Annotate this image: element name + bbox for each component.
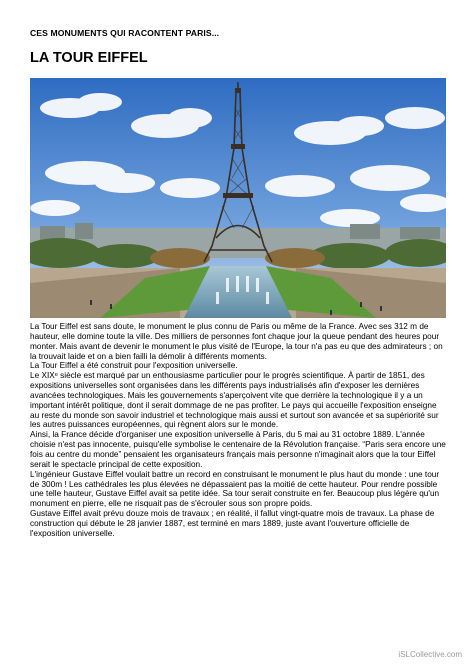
eiffel-tower-illustration xyxy=(30,78,446,318)
eiffel-tower-photo xyxy=(30,78,446,318)
paragraph-construction: La Tour Eiffel a été construit pour l'exposition universelle. xyxy=(30,361,238,371)
page-title: LA TOUR EIFFEL xyxy=(30,50,148,66)
paragraph-works-duration: Gustave Eiffel avait prévu douze mois de travaux ; en réalité, il fallut vingt-quatre mois de travaux. La phase de construction qui débute le 28 janvier 1887, est terminé en mars 1889, juste avant l'ouverture officielle de l'exposition universelle. xyxy=(30,509,435,538)
paragraph-exposition-1889: Ainsi, la France décide d'organiser une exposition universelle à Paris, du 5 mai au 31 octobre 1889. L'année choisie n'est pas innocente, puisqu'elle symbolise le centenaire de la Révolution française. “Paris sera encore une fois au centre du monde” pensaient les organisateurs français mais personne n'imaginait alors que la tour Eiffel serait le spectacle principal de cette exposition. xyxy=(30,430,446,469)
paragraph-intro: La Tour Eiffel est sans doute, le monument le plus connu de Paris ou même de la France. Avec ses 312 m de hauteur, elle domine toute la ville. Des milliers de personnes font chaque jour la queue pendant des heures pour monter. Mais avant de devenir le monument le plus visité de l'Europe, la tour n'a pas eu que des admirateurs ; on la trouvait laide et on a bien failli la démolir à différents moments. xyxy=(30,322,443,361)
paragraph-19th-century: Le XIXᵉ siècle est marqué par un enthousiasme particulier pour le progrès scientifique. À partir de 1851, des expositions universelles sont organisées dans les différents pays industrialisés afin d'exposer les dernières avancées technologiques. Mais les gouvernements s'aperçoivent vite que derrière la technologique il y a un important intérêt politique, dont il serait dommage de ne pas profiter. Le pays qui accueille l'exposition enseigne au reste du monde son savoir industriel et technologique mais aussi et surtout son avancée et sa supériorité sur les autres puissances européennes, qui règnent alors sur le monde. xyxy=(30,371,439,430)
series-header: CES MONUMENTS QUI RACONTENT PARIS... xyxy=(30,28,220,38)
article-body xyxy=(30,322,446,539)
watermark: iSLCollective.com xyxy=(398,650,462,659)
paragraph-gustave-eiffel: L'ingénieur Gustave Eiffel voulait battre un record en construisant le monument le plus haut du monde : une tour de 300m ! Les cathédrales les plus élevées ne dépassaient pas la moitié de cette hauteur. Pour rendre possible une telle hauteur, Gustave Eiffel avait sa petite idée. Sa tour serait construite en fer. Beaucoup plus légère qu'un monument en pierre, elle ne risquait pas de s'écrouler sous son propre poids. xyxy=(30,469,440,509)
